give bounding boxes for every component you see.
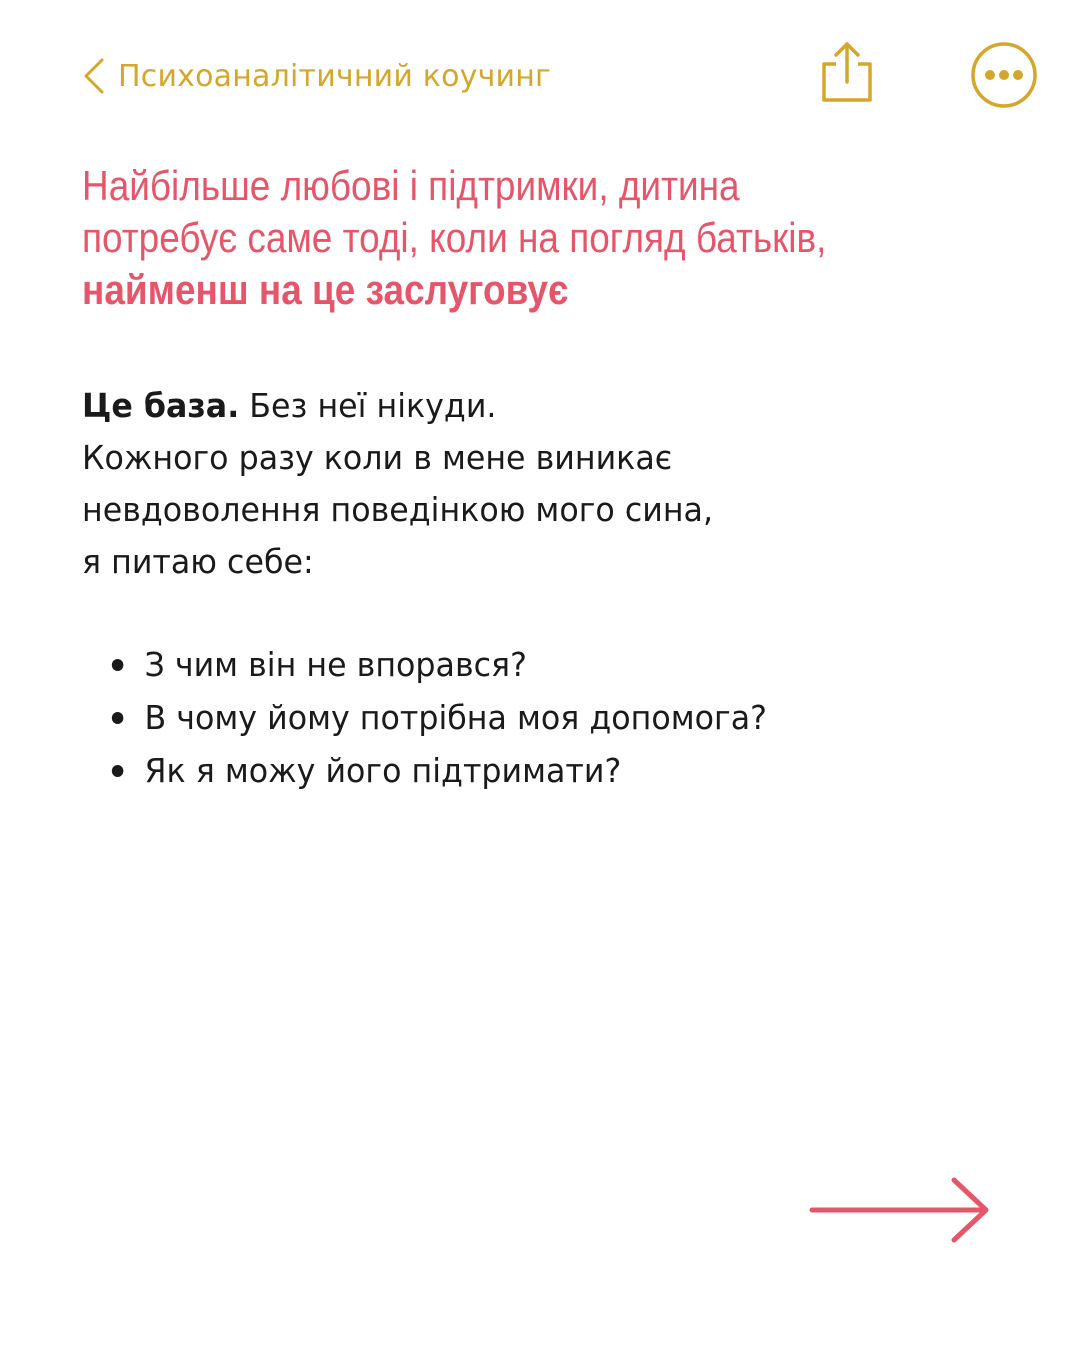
headline-quote [82,160,892,316]
headline-line-1: Найбільше любові і підтримки, дитина [82,162,740,209]
body-line-2: Кожного разу коли в мене виникає [82,438,673,477]
headline-line-3-emphasis: найменш на це заслуговує [82,266,569,313]
chevron-left-icon [80,54,108,98]
back-button-label: Психоаналітичний коучинг [118,58,552,94]
list-item [108,691,767,744]
top-navigation-bar [0,0,1080,150]
more-horizontal-icon[interactable] [970,41,1038,109]
list-item-text: З чим він не впорався? [144,645,527,684]
bullet-icon [112,765,124,777]
list-item-text: В чому йому потрібна моя допомога? [144,698,767,737]
bullet-icon [112,659,124,671]
bullet-icon [112,712,124,724]
body-bold-lead: Це база. [82,386,240,425]
headline-line-2: потребує саме тоді, коли на погляд батьків, [82,214,827,261]
body-paragraph [82,380,965,588]
body-line-3: невдоволення поведінкою мого сина, [82,490,714,529]
arrow-right-icon[interactable] [806,1174,996,1246]
list-item [108,744,767,797]
back-button[interactable] [80,52,551,100]
list-item-text: Як я можу його підтримати? [144,751,622,790]
body-lead-rest: Без неї нікуди. [239,386,497,425]
share-icon[interactable] [818,40,876,106]
body-line-4: я питаю себе: [82,542,314,581]
body-line-1 [82,380,965,432]
list-item [108,638,767,691]
question-list [108,638,767,797]
